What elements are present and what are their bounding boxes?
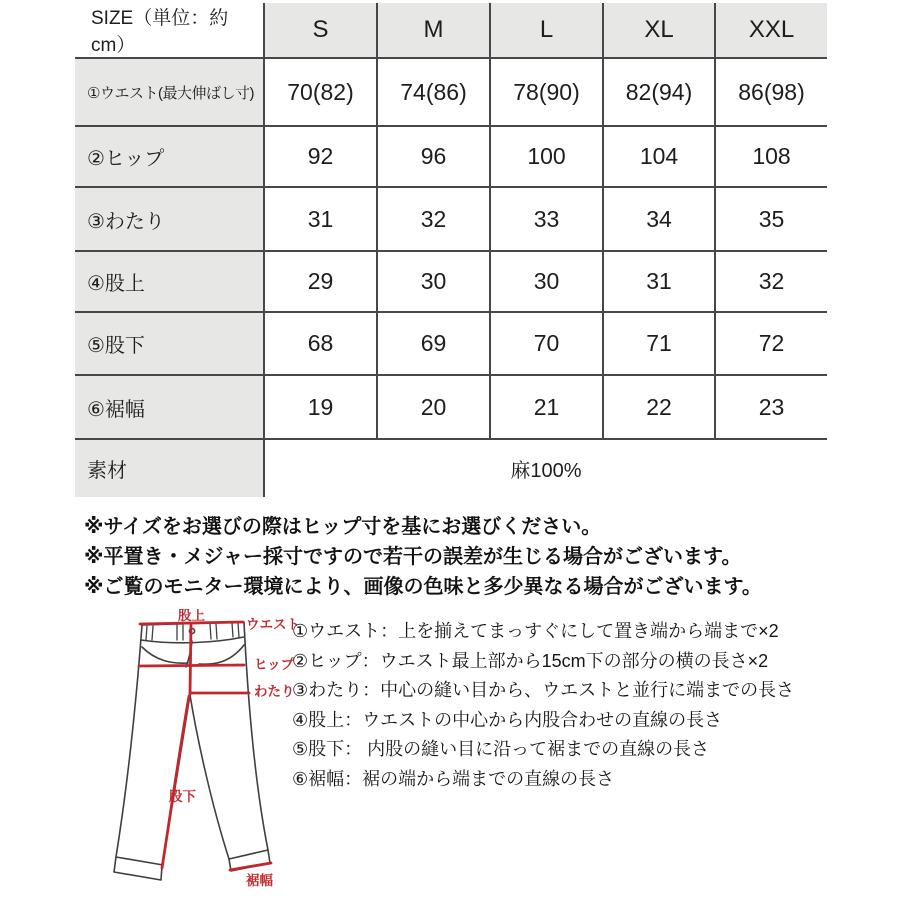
notes-block (84, 512, 762, 602)
label-waist: ウエスト (246, 617, 300, 632)
label-thigh: わたり (254, 684, 295, 699)
measure-guide-list (292, 617, 794, 794)
hip-measure-line (139, 665, 244, 666)
label-inseam: 股下 (169, 789, 196, 804)
guide-item-rise: ④股上：ウエストの中心から内股合わせの直線の長さ (292, 709, 723, 730)
column-header-m: M (377, 3, 490, 58)
cell-waist-l: 78(90) (490, 58, 603, 126)
row-label-hip: ②ヒップ (75, 126, 264, 187)
table-row-thigh (75, 187, 827, 251)
cell-inseam-xl: 71 (603, 312, 715, 375)
row-label-inseam: ⑤股下 (75, 312, 264, 375)
cell-rise-m: 30 (377, 251, 490, 312)
table-row-rise (75, 251, 827, 312)
pants-diagram (102, 609, 314, 897)
table-row-hip (75, 126, 827, 187)
guide-item-hip: ②ヒップ：ウエスト最上部から15cm下の部分の横の長さ×2 (292, 650, 769, 671)
row-label-waist: ①ウエスト(最大伸ばし寸) (75, 58, 264, 126)
guide-item-inseam: ⑤股下： 内股の縫い目に沿って裾までの直線の長さ (292, 739, 710, 759)
note-line-1: ※サイズをお選びの際はヒップ寸を基にお選びください。 (84, 516, 602, 538)
cell-hip-xl: 104 (603, 126, 715, 187)
cell-thigh-s: 31 (264, 187, 377, 251)
guide-item-waist: ①ウエスト：上を揃えてまっすぐにして置き端から端まで×2 (292, 621, 779, 641)
row-label-hem: ⑥裾幅 (75, 375, 264, 439)
note-line-3: ※ご覧のモニター環境により、画像の色味と多少異なる場合がございます。 (84, 576, 762, 598)
label-hem: 裾幅 (246, 873, 273, 888)
pants-outline (114, 622, 270, 880)
size-table (75, 3, 827, 497)
cell-rise-s: 29 (264, 251, 377, 312)
cell-rise-xxl: 32 (715, 251, 827, 312)
note-line-2: ※平置き・メジャー採寸ですので若干の誤差が生じる場合がございます。 (84, 546, 742, 568)
column-header-xxl: XXL (715, 3, 827, 58)
row-label-thigh: ③わたり (75, 187, 264, 251)
cell-rise-xl: 31 (603, 251, 715, 312)
cell-thigh-xxl: 35 (715, 187, 827, 251)
guide-item-thigh: ③わたり：中心の縫い目から、ウエストと並行に端までの長さ (292, 680, 795, 700)
cell-hip-xxl: 108 (715, 126, 827, 187)
cell-hem-l: 21 (490, 375, 603, 439)
cell-rise-l: 30 (490, 251, 603, 312)
cell-thigh-xl: 34 (603, 187, 715, 251)
cell-hip-l: 100 (490, 126, 603, 187)
table-row-hem (75, 375, 827, 439)
cell-thigh-l: 33 (490, 187, 603, 251)
cell-hip-s: 92 (264, 126, 377, 187)
cell-inseam-xxl: 72 (715, 312, 827, 375)
cell-inseam-s: 68 (264, 312, 377, 375)
cell-hem-s: 19 (264, 375, 377, 439)
cell-waist-xxl: 86(98) (715, 58, 827, 126)
row-label-rise: ④股上 (75, 251, 264, 312)
cell-material-value: 麻100% (264, 439, 827, 497)
column-header-s: S (264, 3, 377, 58)
cell-waist-s: 70(82) (264, 58, 377, 126)
column-header-l: L (490, 3, 603, 58)
table-row-inseam (75, 312, 827, 375)
row-label-material: 素材 (75, 439, 264, 497)
table-row-waist (75, 58, 827, 126)
cell-hem-m: 20 (377, 375, 490, 439)
table-header-row (75, 3, 827, 58)
header-size-unit: SIZE（単位：約 cm） (75, 3, 264, 58)
cell-thigh-m: 32 (377, 187, 490, 251)
cell-waist-m: 74(86) (377, 58, 490, 126)
cell-hip-m: 96 (377, 126, 490, 187)
cell-inseam-m: 69 (377, 312, 490, 375)
cell-hem-xxl: 23 (715, 375, 827, 439)
label-hip: ヒップ (254, 657, 295, 672)
cell-inseam-l: 70 (490, 312, 603, 375)
label-rise: 股上 (178, 609, 205, 623)
rise-measure-line (190, 624, 191, 694)
cell-waist-xl: 82(94) (603, 58, 715, 126)
column-header-xl: XL (603, 3, 715, 58)
guide-item-hem: ⑥裾幅：裾の端から端までの直線の長さ (292, 768, 615, 789)
table-row-material (75, 439, 827, 497)
cell-hem-xl: 22 (603, 375, 715, 439)
